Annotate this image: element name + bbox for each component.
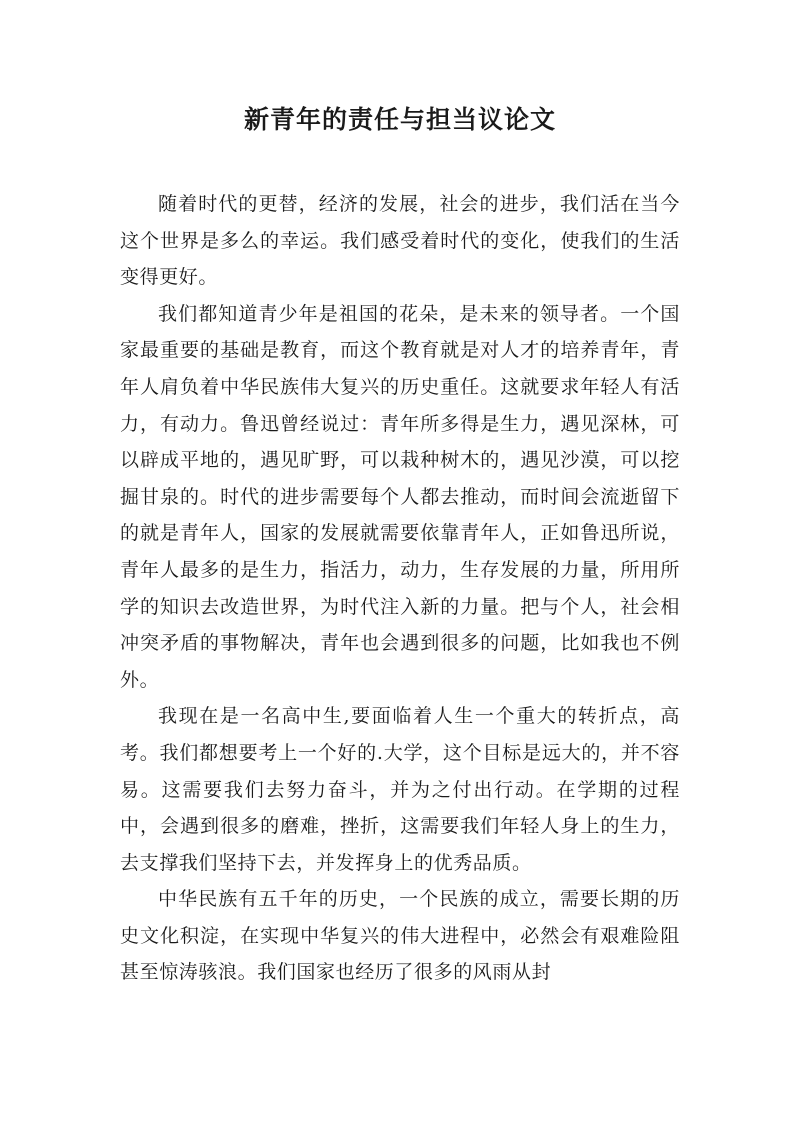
paragraph-1: 随着时代的更替，经济的发展，社会的进步，我们活在当今这个世界是多么的幸运。我们感受着时代的变化，使我们的生活变得更好。	[120, 193, 680, 289]
paragraph-3: 我现在是一名高中生,要面临着人生一个重大的转折点，高考。我们都想要考上一个好的.大学，这个目标是远大的，并不容易。这需要我们去努力奋斗，并为之付出行动。在学期的过程中，会遇到很多的磨难，挫折，这需要我们年轻人身上的生力，去支撑我们坚持下去，并发挥身上的优秀品质。	[120, 705, 680, 874]
paragraph-2: 我们都知道青少年是祖国的花朵，是未来的领导者。一个国家最重要的基础是教育，而这个教育就是对人才的培养青年，青年人肩负着中华民族伟大复兴的历史重任。这就要求年轻人有活力，有动力。鲁迅曾经说过：青年所多得是生力，遇见深林，可以辟成平地的，遇见旷野，可以栽种树木的，遇见沙漠，可以挖掘甘泉的。时代的进步需要每个人都去推动，而时间会流逝留下的就是青年人，国家的发展就需要依靠青年人，正如鲁迅所说，青年人最多的是生力，指活力，动力，生存发展的力量，所用所学的知识去改造世界，为时代注入新的力量。把与个人，社会相冲突矛盾的事物解决，青年也会遇到很多的问题，比如我也不例外。	[120, 302, 680, 691]
document-title: 新青年的责任与担当议论文	[243, 105, 556, 134]
document-body	[120, 186, 680, 991]
paragraph-4: 中华民族有五千年的历史，一个民族的成立，需要长期的历史文化积淀，在实现中华复兴的伟大进程中，必然会有艰难险阻甚至惊涛骇浪。我们国家也经历了很多的风雨从封	[120, 888, 680, 984]
